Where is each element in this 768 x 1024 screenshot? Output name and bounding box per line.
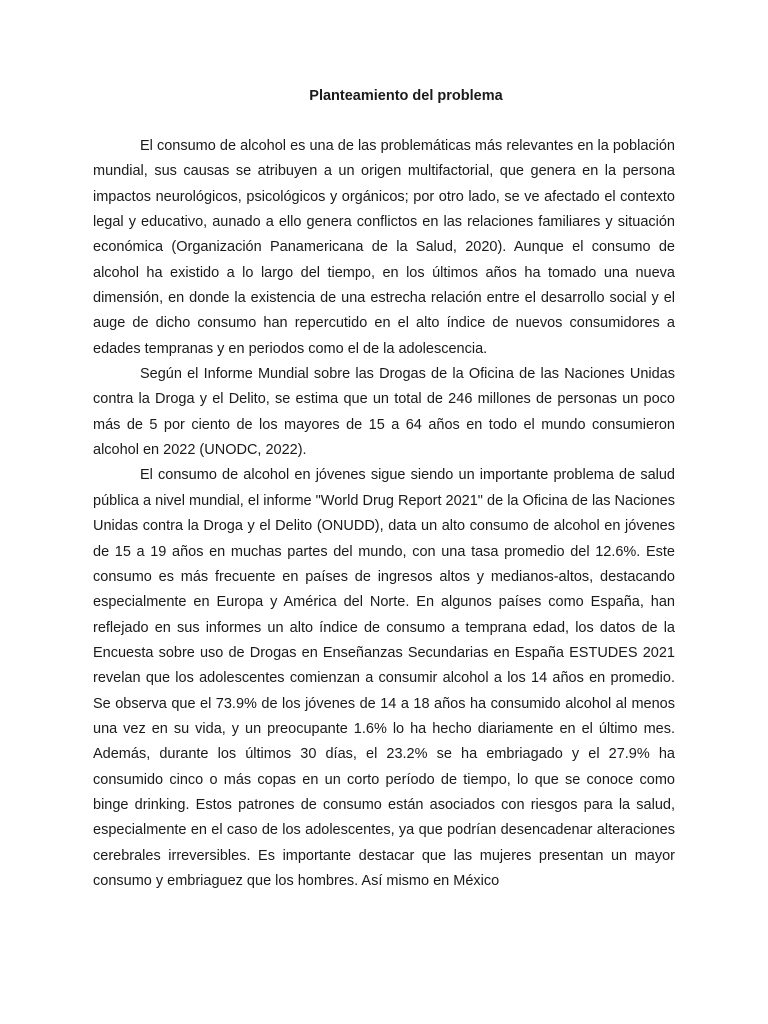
paragraph-1: El consumo de alcohol es una de las problemáticas más relevantes en la población mundial, sus causas se atribuyen a un origen multifactorial, que genera en la persona impactos neurológicos, psicológicos y orgánicos; por otro lado, se ve afectado el contexto legal y educativo, aunado a ello genera conflictos en las relaciones familiares y situación económica (Organización Panamericana de la Salud, 2020). Aunque el consumo de alcohol ha existido a lo largo del tiempo, en los últimos años ha tomado una nueva dimensión, en donde la existencia de una estrecha relación entre el desarrollo social y el auge de dicho consumo han repercutido en el alto índice de nuevos consumidores a edades tempranas y en periodos como el de la adolescencia. [93, 138, 675, 357]
document-title: Planteamiento del problema [309, 88, 503, 104]
document-body [93, 134, 675, 894]
paragraph-3: El consumo de alcohol en jóvenes sigue siendo un importante problema de salud pública a nivel mundial, el informe "World Drug Report 2021" de la Oficina de las Naciones Unidas contra la Droga y el Delito (ONUDD), data un alto consumo de alcohol en jóvenes de 15 a 19 años en muchas partes del mundo, con una tasa promedio del 12.6%. Este consumo es más frecuente en países de ingresos altos y medianos-altos, destacando especialmente en Europa y América del Norte. En algunos países como España, han reflejado en sus informes un alto índice de consumo a temprana edad, los datos de la Encuesta sobre uso de Drogas en Enseñanzas Secundarias en España ESTUDES 2021 revelan que los adolescentes comienzan a consumir alcohol a los 14 años en promedio. Se observa que el 73.9% de los jóvenes de 14 a 18 años ha consumido alcohol al menos una vez en su vida, y un preocupante 1.6% lo ha hecho diariamente en el último mes. Además, durante los últimos 30 días, el 23.2% se ha embriagado y el 27.9% ha consumido cinco o más copas en un corto período de tiempo, lo que se conoce como binge drinking. Estos patrones de consumo están asociados con riesgos para la salud, especialmente en el caso de los adolescentes, ya que podrían desencadenar alteraciones cerebrales irreversibles. Es importante destacar que las mujeres presentan un mayor consumo y embriaguez que los hombres. Así mismo en México [93, 467, 675, 889]
paragraph-2: Según el Informe Mundial sobre las Drogas de la Oficina de las Naciones Unidas contra la Droga y el Delito, se estima que un total de 246 millones de personas un poco más de 5 por ciento de los mayores de 15 a 64 años en todo el mundo consumieron alcohol en 2022 (UNODC, 2022). [93, 366, 675, 459]
